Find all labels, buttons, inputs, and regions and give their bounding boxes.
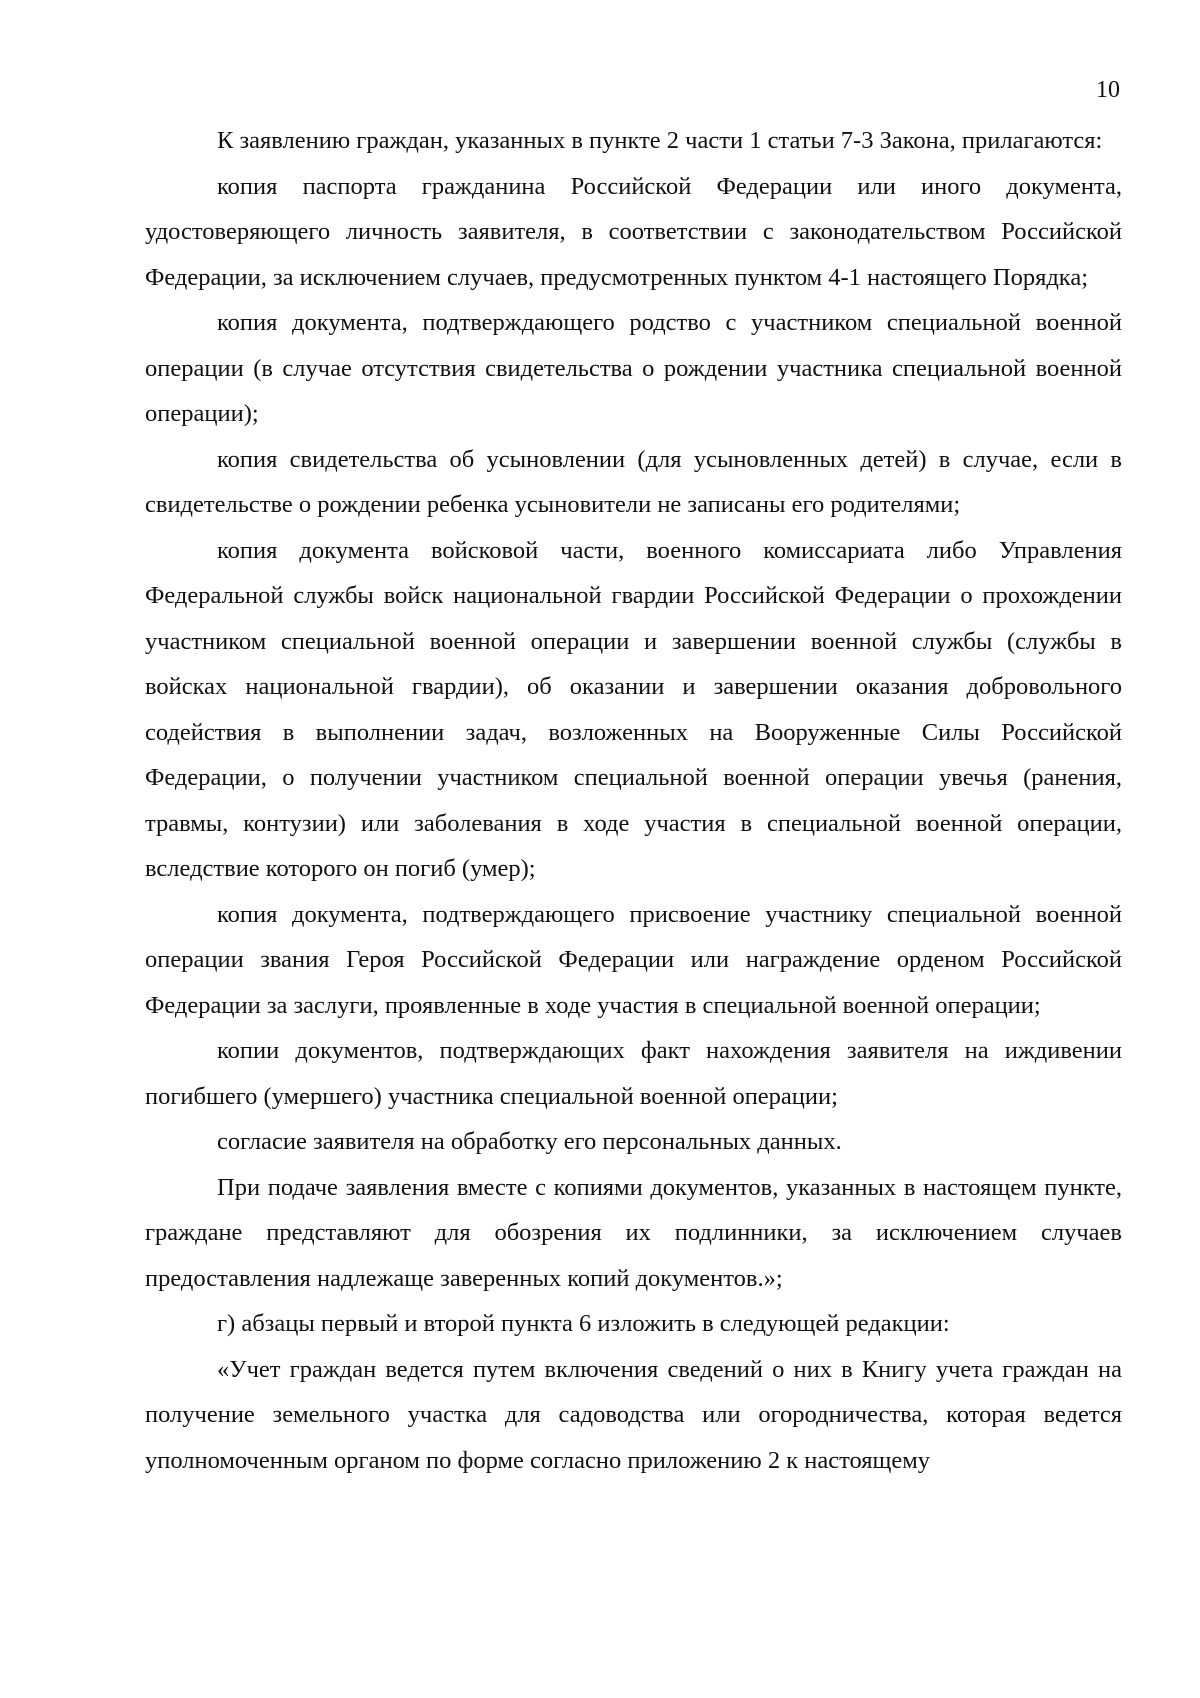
paragraph-military-unit-document: копия документа войсковой части, военного комиссариата либо Управления Федеральной службы войск национальной гвардии Российской Федерации о прохождении участником специальной военной операции и завершении военной службы (службы в войсках национальной гвардии), об оказании и завершении оказания добровольного содействия в выполнении задач, возложенных на Вооруженные Силы Российской Федерации, о получении участником специальной военной операции увечья (ранения, травмы, контузии) или заболевания в ходе участия в специальной военной операции, вследствие которого он погиб (умер); (145, 536, 1122, 882)
paragraph-adoption-certificate: копия свидетельства об усыновлении (для усыновленных детей) в случае, если в свидетельстве о рождении ребенка усыновители не записаны его родителями; (145, 445, 1122, 518)
document-body (145, 118, 1122, 1483)
page-number: 10 (1096, 77, 1120, 103)
paragraph-kinship-document: копия документа, подтверждающего родство с участником специальной военной операции (в случае отсутствия свидетельства о рождении участника специальной военной операции); (145, 309, 1122, 427)
paragraph-personal-data-consent: согласие заявителя на обработку его персональных данных. (217, 1128, 842, 1155)
paragraph-attachments-intro: К заявлению граждан, указанных в пункте 2 части 1 статьи 7-3 Закона, прилагаются: (217, 127, 1103, 154)
paragraph-amendment-item-g: г) абзацы первый и второй пункта 6 изложить в следующей редакции: (217, 1310, 950, 1337)
paragraph-hero-title-document: копия документа, подтверждающего присвоение участнику специальной военной операции звания Героя Российской Федерации или награждение орденом Российской Федерации за заслуги, проявленные в ходе участия в специальной военной операции; (145, 900, 1122, 1019)
paragraph-citizen-registration: «Учет граждан ведется путем включения сведений о них в Книгу учета граждан на получение земельного участка для садоводства или огородничества, которая ведется уполномоченным органом по форме согласно приложению 2 к настоящему (145, 1355, 1122, 1474)
paragraph-dependency-documents: копии документов, подтверждающих факт нахождения заявителя на иждивении погибшего (умершего) участника специальной военной операции; (145, 1037, 1122, 1110)
paragraph-originals-presentation: При подаче заявления вместе с копиями документов, указанных в настоящем пункте, граждане представляют для обозрения их подлинники, за исключением случаев предоставления надлежаще заверенных копий документов.»; (145, 1173, 1122, 1292)
paragraph-passport-copy: копия паспорта гражданина Российской Федерации или иного документа, удостоверяющего личность заявителя, в соответствии с законодательством Российской Федерации, за исключением случаев, предусмотренных пунктом 4-1 настоящего Порядка; (145, 172, 1122, 291)
